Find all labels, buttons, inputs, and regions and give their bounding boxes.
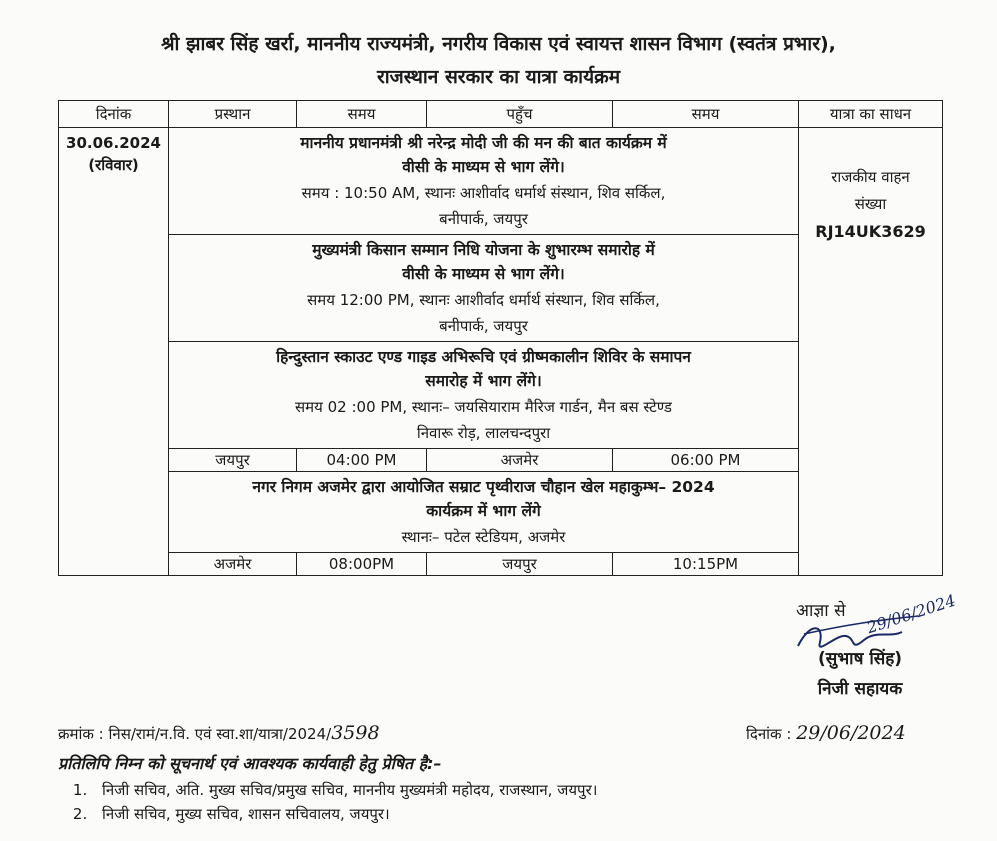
vehicle-label: संख्या [854,195,887,213]
event-4 [169,472,799,553]
signature-date: 29/06/2024 [864,590,958,638]
title-line-1: श्री झाबर सिंह खर्रा, माननीय राज्यमंत्री, नगरीय विकास एवं स्वायत्त शासन विभाग (स्वतंत्र प्रभार), [161,33,836,55]
event-detail: स्थानः– पटेल स्टेडियम, अजमेर [401,528,566,546]
title-line-2: राजस्थान सरकार का यात्रा कार्यक्रम [376,66,621,88]
schedule-day: (रविवार) [88,156,139,174]
signatory-designation: निजी सहायक [817,679,903,699]
reference-date [746,722,906,744]
copy-to-heading: प्रतिलिपि निम्न को सूचनार्थ एवं आवश्यक कार्यवाही हेतु प्रेषित है:– [58,754,442,773]
reference-label: क्रमांक : निस/रामं/न.वि. एवं स्वा.शा/यात्रा/2024/ [58,725,332,743]
date-handwritten-value: 29/06/2024 [796,722,906,744]
travel-to: जयपुर [427,553,613,576]
travel-from: जयपुर [169,449,297,472]
event-heading: समारोह में भाग लेंगे। [425,372,542,390]
header-time: समय [613,101,799,128]
copy-to-list [58,778,992,826]
vehicle-label: राजकीय वाहन [831,168,910,186]
event-1 [169,128,799,235]
travel-departure-time: 04:00 PM [297,449,427,472]
schedule-date: 30.06.2024 [66,134,161,152]
vehicle-number: RJ14UK3629 [815,222,926,241]
travel-to: अजमेर [427,449,613,472]
list-item: 2. निजी सचिव, मुख्य सचिव, शासन सचिवालय, जयपुर। [92,802,992,826]
travel-from: अजमेर [169,553,297,576]
header-transport: यात्रा का साधन [799,101,943,128]
header-date: दिनांक [59,101,169,128]
header-time: समय [297,101,427,128]
reference-handwritten-number: 3598 [331,722,380,744]
travel-departure-time: 08:00PM [297,553,427,576]
event-heading: हिन्दुस्तान स्काउट एण्ड गाइड अभिरूचि एवं ग्रीष्मकालीन शिविर के समापन [276,348,691,366]
event-detail: बनीपार्क, जयपुर [439,317,528,335]
event-detail: निवारू रोड़, लालचन्दपुरा [416,424,551,442]
event-detail: बनीपार्क, जयपुर [439,210,528,228]
schedule-table [58,100,943,576]
signatory-name: (सुभाष सिंह) [817,649,903,669]
date-cell [59,128,169,576]
event-2 [169,235,799,342]
event-detail: समय 02 :00 PM, स्थानः– जयसियाराम मैरिज गार्डन, मैन बस स्टेण्ड [295,398,672,416]
table-row [59,128,943,235]
event-heading: मुख्यमंत्री किसान सम्मान निधि योजना के शुभारम्भ समारोह में [312,241,655,259]
event-heading: नगर निगम अजमेर द्वारा आयोजित सम्राट पृथ्वीराज चौहान खेल महाकुम्भ– 2024 [252,478,715,496]
vehicle-cell [799,128,943,576]
event-3 [169,342,799,449]
reference-number [58,722,380,744]
event-heading: कार्यक्रम में भाग लेंगे [426,502,541,520]
event-detail: समय 12:00 PM, स्थानः आशीर्वाद धर्मार्थ संस्थान, शिव सर्किल, [307,291,660,309]
date-label: दिनांक : [746,725,792,743]
event-heading: वीसी के माध्यम से भाग लेंगे। [402,265,565,283]
signature-block [760,590,960,704]
by-order-text: आज्ञा से [796,601,846,621]
event-heading: वीसी के माध्यम से भाग लेंगे। [402,158,565,176]
travel-arrival-time: 06:00 PM [613,449,799,472]
table-header-row [59,101,943,128]
event-heading: माननीय प्रधानमंत्री श्री नरेन्द्र मोदी जी की मन की बात कार्यक्रम में [300,134,667,152]
header-departure: प्रस्थान [169,101,297,128]
header-arrival: पहुँच [427,101,613,128]
event-detail: समय : 10:50 AM, स्थानः आशीर्वाद धर्मार्थ संस्थान, शिव सर्किल, [301,184,666,202]
travel-arrival-time: 10:15PM [613,553,799,576]
document-title [0,28,997,94]
list-item: 1. निजी सचिव, अति. मुख्य सचिव/प्रमुख सचिव, माननीय मुख्यमंत्री महोदय, राजस्थान, जयपुर। [92,778,992,802]
